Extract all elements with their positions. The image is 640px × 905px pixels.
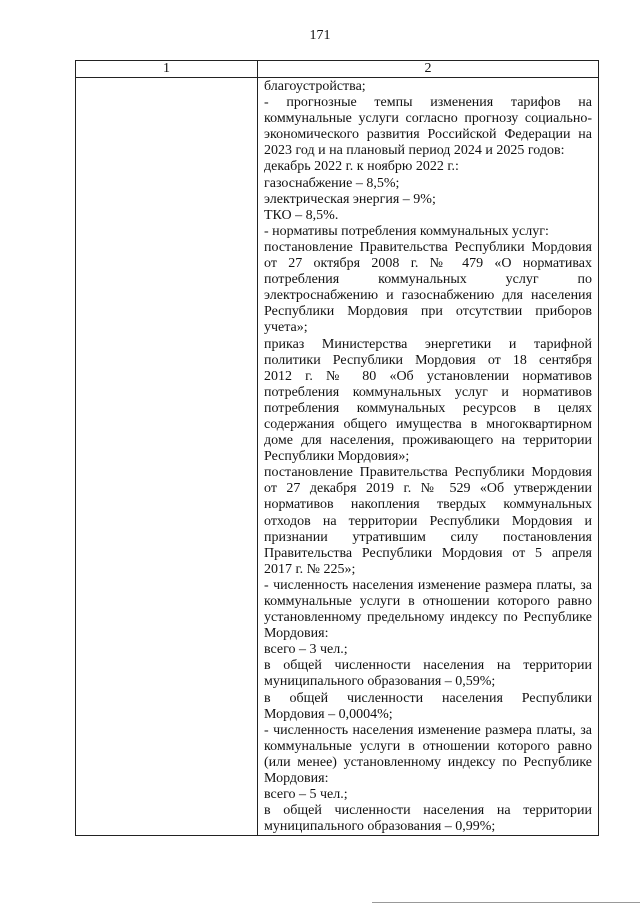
text-line: в общей численности населения на территории — [264, 658, 592, 674]
column-header-1: 1 — [76, 61, 258, 78]
text-line: 2017 г. № 225»; — [264, 561, 356, 577]
text-line: Мордовия – 0,0004%; — [264, 706, 393, 722]
text-line: - нормативы потребления коммунальных услуг: — [264, 223, 549, 239]
text-line: коммунальные услуги в отношении которого равно — [264, 594, 592, 609]
text-line: в общей численности населения на территории — [264, 803, 592, 819]
text-line: муниципального образования – 0,59%; — [264, 674, 496, 690]
text-line: ТКО – 8,5%. — [264, 207, 339, 223]
text-line: потребления коммунальных ресурсов в целях — [264, 400, 592, 416]
text-line: муниципального образования – 0,99%; — [264, 819, 496, 835]
text-line: Республики Мордовия при отсутствии приборов — [264, 304, 592, 320]
text-line: - численность населения изменение размера платы, за — [264, 577, 592, 593]
text-line: приказ Министерства энергетики и тарифной — [264, 336, 592, 352]
text-line: - прогнозные темпы изменения тарифов на — [264, 95, 592, 111]
text-line: электрическая энергия – 9%; — [264, 191, 436, 207]
text-line: признании утратившим силу постановления — [264, 529, 592, 545]
table-cell-col1 — [76, 78, 258, 836]
text-line: электроснабжению и газоснабжению для населения — [264, 288, 592, 304]
text-line: в общей численности населения Республики — [264, 690, 592, 706]
text-line: Мордовия: — [264, 626, 329, 642]
text-line: отходов на территории Республики Мордовия и — [264, 513, 592, 529]
page-number: 171 — [309, 28, 331, 43]
text-line: доме для населения, проживающего на территории — [264, 433, 592, 449]
text-line: от 27 октября 2008 г. № 479 «О нормативах — [264, 256, 592, 272]
text-line: газоснабжение – 8,5%; — [264, 175, 400, 191]
text-line: всего – 5 чел.; — [264, 787, 348, 803]
text-line: потребления коммунальных услуг и нормативов — [264, 384, 592, 400]
text-line: потребления коммунальных услуг по — [264, 272, 592, 288]
table-header-row — [76, 61, 599, 78]
text-line: - численность населения изменение размера платы, за — [264, 722, 592, 738]
text-line: Мордовия: — [264, 771, 329, 787]
text-line: Правительства Республики Мордовия от 5 апреля — [264, 545, 592, 561]
text-line: всего – 3 чел.; — [264, 642, 348, 658]
text-line: нормативов накопления твердых коммунальных — [264, 497, 592, 513]
text-line: содержания общего имущества в многоквартирном — [264, 416, 592, 432]
text-line: декабрь 2022 г. к ноябрю 2022 г.: — [264, 159, 459, 175]
text-line: установленному предельному индексу по Республике — [264, 610, 592, 626]
text-line: 2012 г. № 80 «Об установлении нормативов — [264, 368, 592, 384]
text-line: постановление Правительства Республики Мордовия — [264, 239, 592, 255]
text-line: постановление Правительства Республики Мордовия — [264, 465, 592, 481]
text-line: политики Республики Мордовия от 18 сентября — [264, 352, 592, 368]
text-line: экономического развития Российской Федерации на — [264, 127, 592, 143]
text-line: благоустройства; — [264, 79, 366, 94]
column-header-2: 2 — [258, 61, 599, 78]
page-bottom-rule — [372, 902, 640, 903]
text-line: 2023 год и на плановый период 2024 и 2025 годов: — [264, 143, 565, 159]
text-line: Республики Мордовия»; — [264, 449, 410, 465]
table-row — [76, 78, 599, 836]
text-line: коммунальные услуги в отношении которого равно — [264, 738, 592, 754]
text-line: от 27 декабря 2019 г. № 529 «Об утверждении — [264, 481, 592, 497]
table-cell-col2 — [258, 78, 599, 836]
document-table — [75, 60, 599, 836]
text-line: учета»; — [264, 320, 308, 336]
text-line: (или менее) установленному индексу по Республике — [264, 754, 592, 770]
text-line: коммунальные услуги согласно прогнозу социально- — [264, 111, 592, 127]
